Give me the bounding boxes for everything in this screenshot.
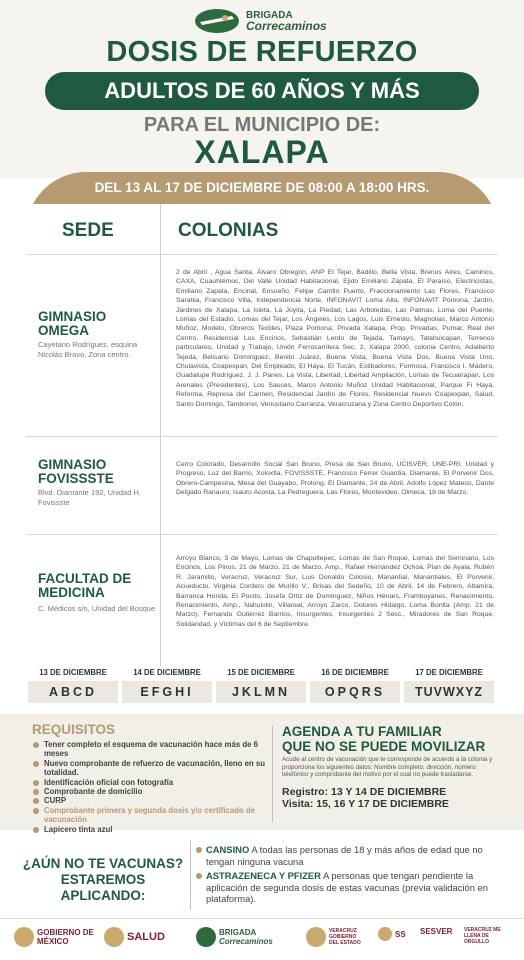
day-letters: OPQRS [310,681,400,703]
salud-text: SALUD [127,930,165,943]
day-schedule [26,664,498,708]
brigada-footer-line1: BRIGADA [219,928,257,937]
section-divider [190,840,191,910]
requisitos-title: REQUISITOS [32,722,116,737]
agenda-dates [282,786,502,810]
day-label: 13 DE DICIEMBRE [39,668,107,677]
day-cell [402,664,496,708]
veracruz-orgullo-logo [464,927,508,945]
list-item: Comprobante primera y segunda dosis y/o certificado de vacunación [32,806,268,825]
vaccine-question-line1: ¿AÚN NO TE VACUNAS? [22,856,184,871]
sede-name: GIMNASIO FOVISSSTE [38,457,114,486]
day-label: 16 DE DICIEMBRE [321,668,389,677]
day-label: 15 DE DICIEMBRE [227,668,295,677]
vaccine-brand: CANSINO [206,844,250,855]
day-cell [120,664,214,708]
sede-address: Blvd. Diamante 192, Unidad H. Fovissste [38,488,141,507]
vaccine-text: A personas que tengan pendiente la aplicación de segunda dosis de estas vacunas (previa validación en plataforma). [206,870,488,904]
dates-text: DEL 13 AL 17 DE DICIEMBRE DE 08:00 A 18:00 HRS. [94,180,430,195]
ss-logo [378,927,406,941]
agenda-registro: Registro: 13 Y 14 DE DICIEMBRE [282,786,447,798]
list-item: Comprobante de domicilio [32,787,268,796]
sede-name: GIMNASIO OMEGA [38,309,107,338]
vaccine-text: A todas las personas de 18 y más años de edad que no tengan ninguna vacuna [206,844,483,867]
sesver-logo [420,927,452,936]
veracruz-logo [306,927,365,947]
requisitos-list [32,740,268,834]
brigada-line2: Correcaminos [246,19,327,33]
column-divider [160,204,161,666]
subtitle-pill: ADULTOS DE 60 AÑOS Y MÁS [45,72,479,110]
sedes-table [26,204,498,666]
vaccine-brand: ASTRAZENECA Y PFIZER [206,870,321,881]
day-letters: ABCD [28,681,118,703]
list-item: Nuevo comprobante de refuerzo de vacunación, lleno en su totalidad. [32,759,268,778]
vaccine-question-line2: ESTAREMOS APLICANDO: [60,872,146,903]
vaccine-cansino [196,844,496,867]
sede-address: Cayetano Rodríguez, esquina Nicolás Bravo, Zona centro. [38,340,138,359]
ss-text: SS [395,929,406,939]
salud-logo [104,927,165,947]
seal-icon [104,927,124,947]
agenda-title-line1: AGENDA A TU FAMILIAR [282,724,442,739]
list-item: Tener completo el esquema de vacunación hace más de 6 meses [32,740,268,759]
vaccine-question [18,856,188,904]
agenda-title [282,724,502,754]
vaccine-bird-icon [192,6,242,36]
sede-name: FACULTAD DE MEDICINA [38,571,132,600]
table-header-colonias: COLONIAS [178,220,279,241]
sede-colonias: Arroyo Blanco, 3 de Mayo, Lomas de Chapultepec, Lomas de San Roque, Lomas del Seminario, Los Encinos, Los Pinos, 21 de Marzo, 21 de Marzo, Amp., Rafael Hernández Ochoa, Plan de Ayala, Rubén R. Jaramillo, Veracruz, Veracruz Sur, Luis Donaldo Colosio, Manantial, Manantiales, El Porvenir, Acueducto, Virginia Cordero de Murillo V., Brisas del Sedeño, 10 de Abril, 14 de Febrero, Altamira, Barranca Honda, El Pocito, Josefa Ortiz de Domínguez, Niños Héroes, Framboyanes, Renacimiento, Renacimiento, Amp., Nahuiolin, Villareal, Arroyo Zarco, Dolores Hidalgo, Loma Bonita (Amp. 21 de Marzo), Fernando Gutiérrez Barrios, Insurgentes, Insurgentes 2 Secc., Miradores de San Roque, Solidaridad, y Víctimas del 6 de Septiembre. [176,555,494,628]
brigada-logo [192,6,327,36]
day-letters: TUVWXYZ [404,681,494,703]
brigada-footer-logo [196,927,273,947]
list-item: Lapicero tinta azul [32,825,268,834]
day-letters: EFGHI [122,681,212,703]
brigada-text [246,10,327,32]
day-label: 14 DE DICIEMBRE [133,668,201,677]
gobierno-text: GOBIERNO DE MÉXICO [37,928,94,946]
sede-colonias: Cerro Colorado, Desarrollo Social San Bruno, Presa de San Bruno, UCISVER, UNE-PRI, Unidad y Progreso, Luz del Barrio, Xoloxtla, FOVISSSTE, Francisco Ferrer Guardia, Diamante, El Porvenir Dos, Obrero-Campesina, Mesa del Guayabo, Prolong. El Diamante, 24 de Abril, Adolfo López Mateos, Dante Delgado Ranauro, Isauro Acosta, La Pedreguera, Las Flores, Montevideo, Olmeca, 18 de Marzo. [176,461,494,497]
agenda-visita: Visita: 15, 16 Y 17 DE DICIEMBRE [282,798,449,810]
brigada-line1: BRIGADA [246,10,293,21]
section-divider [272,726,273,822]
seal-icon [378,927,392,941]
veracruz-orgullo-text: VERACRUZ ME LLENA DE ORGULLO [464,927,501,945]
list-item: CURP [32,796,268,805]
sede-address: C. Médicos s/n, Unidad del Bosque [38,604,156,613]
sede-colonias: 2 de Abril , Agua Santa, Álvaro Obregón, ANP El Tejar, Badillo, Bella Vista, Brenos Aires, Caminos, CAXA, Cuauhtémoc, Del Valle Unidad Habitacional, Ejido Emiliano Zapata, El Paraíso, Electricistas, Emiliano Zapata, Encinal, Ensueño, Felipe Carrillo Puerto, Fraccionamiento Las Flores, Francisco Sarabia, Francisco Villa, Independencia Norte, INFONAVIT Loma Alta, INFONAVIT Pomona, Jardín, Jardines de Xalapa, La Isleta, La Joyita, La Piedad, Las Arboledas, Las Palmas, Loma del Puente, Lomas del Estadio, Lomas del Tejar, Los Ángeles, Los Lagos, Luis Ernesto, Magnolias, Marco Antonio Muñoz, Modelo, Obreros Textiles, Plaza Pomona, Privada Xalapa, Prop. Privadas, Pumar, Real del Centro, Residencial Los Encinos, Sebastián Lerdo de Tejada, Tamayo, Tatahuicapan, Terrenos particulares, Unidad y Trabajo, Unión Ferrocarrilera Sec. 2, Xalapa 2000, colonia Centro, Adalberto Tejeda, Belisario Domínguez, Benito Juárez, Buena Vista, Buena Vista Dos, Buena Vista Uno, Chulavista, Coapexpan, Del Empleado, El Haya, El Tucán, Estibadores, Formosa, Francisco I. Madero, Guadalupe Rodríguez, J. J. Panes, La Vista, Libertad, Libertad Ampliación, Lomas de Tecuanapan, Los Arenales (Presidentes), Los Sauces, Marco Antonio Muñoz Unidad Habitacional, Parque Fi Haya, Reforma, Represa del Carmen, Residencial Jardín de Flores, Residencial Nuevo Coapexpan, Salud, Santo Domingo, Tamborrel, Venustiano Carranza, Veracruzana y Zona Centro Deportivo Colón. [176,269,494,408]
brigada-footer-line2: Correcaminos [219,937,273,946]
day-cell [26,664,120,708]
municipio-label: PARA EL MUNICIPIO DE: [143,114,381,136]
day-letters: JKLMN [216,681,306,703]
municipio-name: XALAPA [194,134,330,170]
day-cell [214,664,308,708]
veracruz-text: VERACRUZ GOBIERNO DEL ESTADO [329,928,361,946]
vaccine-astrazeneca-pfizer [196,870,496,905]
day-label: 17 DE DICIEMBRE [415,668,483,677]
seal-icon [14,927,34,947]
row-divider [26,254,498,255]
shield-icon [306,927,326,947]
row-divider [26,436,498,437]
day-cell [308,664,402,708]
agenda-text: Acude al centro de vacunación que te corresponde de acuerdo a la colonia y proporciona los siguientes datos: Nombre completo, dirección, número telefónico y comprobante del motivo por el cual no puede trasladarse. [282,756,493,779]
gobierno-mexico-logo [14,927,99,947]
sesver-text: SESVER [420,927,453,936]
vaccine-bird-icon [196,927,216,947]
table-header-sede: SEDE [62,220,114,241]
list-item: Identificación oficial con fotografía [32,778,268,787]
agenda-title-line2: QUE NO SE PUEDE MOVILIZAR [282,739,486,754]
row-divider [26,534,498,535]
brigada-footer-text [219,928,273,946]
page-title: DOSIS DE REFUERZO [106,36,418,68]
footer-logos [0,918,524,960]
